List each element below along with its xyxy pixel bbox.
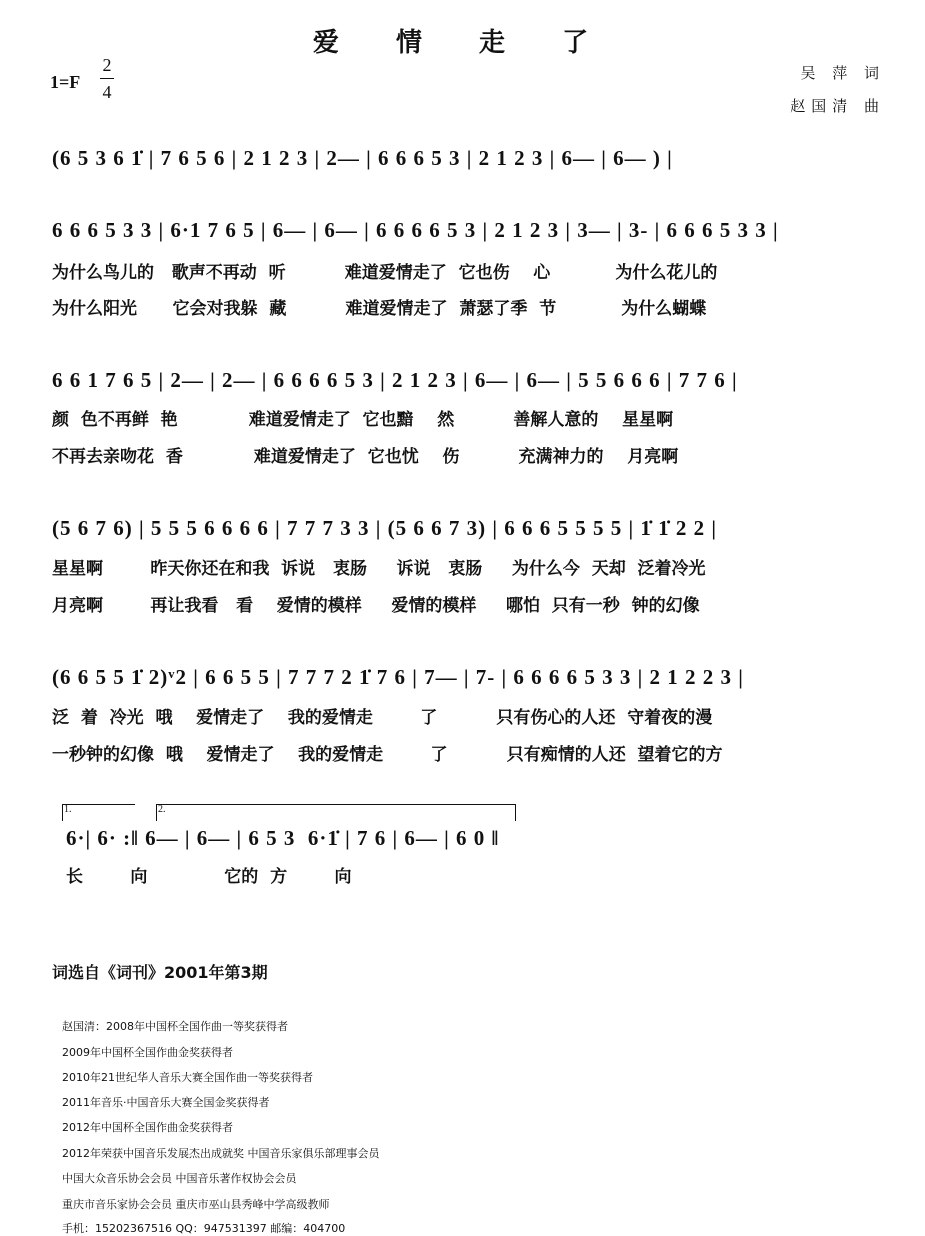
lyric-line-6: 长 向 它的 方 向 (66, 867, 352, 887)
contact-line: 手机：15202367516 QQ：947531397 邮编：404700 (62, 1222, 346, 1235)
second-ending-bracket (156, 804, 516, 821)
notation-line-6: 6·| 6· :‖ 6— | 6— | 6 5 3 6·1̇ | 7 6 | 6— | 6 0 ‖ (66, 826, 500, 850)
lyric-line-5-verse-2: 一秒钟的幻像 哦 爱情走了 我的爱情走 了 只有痴情的人还 望着它的方 (52, 745, 723, 765)
time-signature-bottom: 4 (102, 82, 112, 102)
bio-line: 2012年荣获中国音乐发展杰出成就奖 中国音乐家俱乐部理事会员 (62, 1147, 380, 1160)
notation-line-2: 6 6 6 5 3 3 | 6·1 7 6 5 | 6— | 6— | 6 6 6 6 5 3 | 2 1 2 3 | 3— | 3- | 6 6 6 5 3 3 | (52, 218, 779, 242)
key-signature: 1=F (50, 72, 81, 92)
song-title: 爱 情 走 了 (312, 28, 613, 58)
bio-line: 2011年音乐·中国音乐大赛全国金奖获得者 (62, 1096, 270, 1109)
time-signature (100, 54, 114, 103)
time-signature-top: 2 (102, 55, 112, 75)
notation-line-1: (6 5 3 6 1̇ | 7 6 5 6 | 2 1 2 3 | 2— | 6 6 6 5 3 | 2 1 2 3 | 6— | 6— ) | (52, 146, 673, 170)
notation-line-5: (6 6 5 5 1̇ 2)ᵛ2 | 6 6 5 5 | 7 7 7 2 1̇ 7 6 | 7— | 7- | 6 6 6 6 5 3 3 | 2 1 2 2 3 | (52, 665, 744, 689)
bio-line: 重庆市音乐家协会会员 重庆市巫山县秀峰中学高级教师 (62, 1198, 330, 1211)
lyric-line-4-verse-2: 月亮啊 再让我看 看 爱情的模样 爱情的模样 哪怕 只有一秒 钟的幻像 (52, 596, 700, 616)
notation-line-3: 6 6 1 7 6 5 | 2— | 2— | 6 6 6 6 5 3 | 2 1 2 3 | 6— | 6— | 5 5 6 6 6 | 7 7 6 | (52, 368, 738, 392)
lyric-line-3-verse-2: 不再去亲吻花 香 难道爱情走了 它也忧 伤 充满神力的 月亮啊 (52, 447, 679, 467)
lyric-line-4-verse-1: 星星啊 昨天你还在和我 诉说 衷肠 诉说 衷肠 为什么今 天却 泛着冷光 (52, 559, 706, 579)
lyricist-credit: 吴 萍 词 (800, 64, 885, 82)
bio-line: 2010年21世纪华人音乐大赛全国作曲一等奖获得者 (62, 1071, 313, 1084)
second-ending-label: 2. (158, 804, 166, 815)
bio-line: 2012年中国杯全国作曲金奖获得者 (62, 1121, 233, 1134)
lyric-line-2-verse-1: 为什么鸟儿的 歌声不再动 听 难道爱情走了 它也伤 心 为什么花儿的 (52, 263, 718, 283)
bio-line: 赵国清：2008年中国杯全国作曲一等奖获得者 (62, 1020, 288, 1033)
notation-line-4: (5 6 7 6) | 5 5 5 6 6 6 6 | 7 7 7 3 3 | (5 6 6 7 3) | 6 6 6 5 5 5 5 | 1̇ 1̇ 2 2 | (52, 516, 717, 540)
lyric-line-3-verse-1: 颜 色不再鲜 艳 难道爱情走了 它也黯 然 善解人意的 星星啊 (52, 410, 674, 430)
first-ending-bracket (62, 804, 135, 821)
lyric-line-2-verse-2: 为什么阳光 它会对我躲 藏 难道爱情走了 萧瑟了季 节 为什么蝴蝶 (52, 299, 707, 319)
lyric-line-5-verse-1: 泛 着 冷光 哦 爱情走了 我的爱情走 了 只有伤心的人还 守着夜的漫 (52, 708, 713, 728)
lyrics-source-note: 词选自《词刊》2001年第3期 (52, 963, 268, 982)
bio-line: 2009年中国杯全国作曲金奖获得者 (62, 1046, 233, 1059)
composer-credit: 赵国清 曲 (790, 97, 885, 115)
bio-line: 中国大众音乐协会会员 中国音乐著作权协会会员 (62, 1172, 297, 1185)
first-ending-label: 1. (64, 804, 72, 815)
